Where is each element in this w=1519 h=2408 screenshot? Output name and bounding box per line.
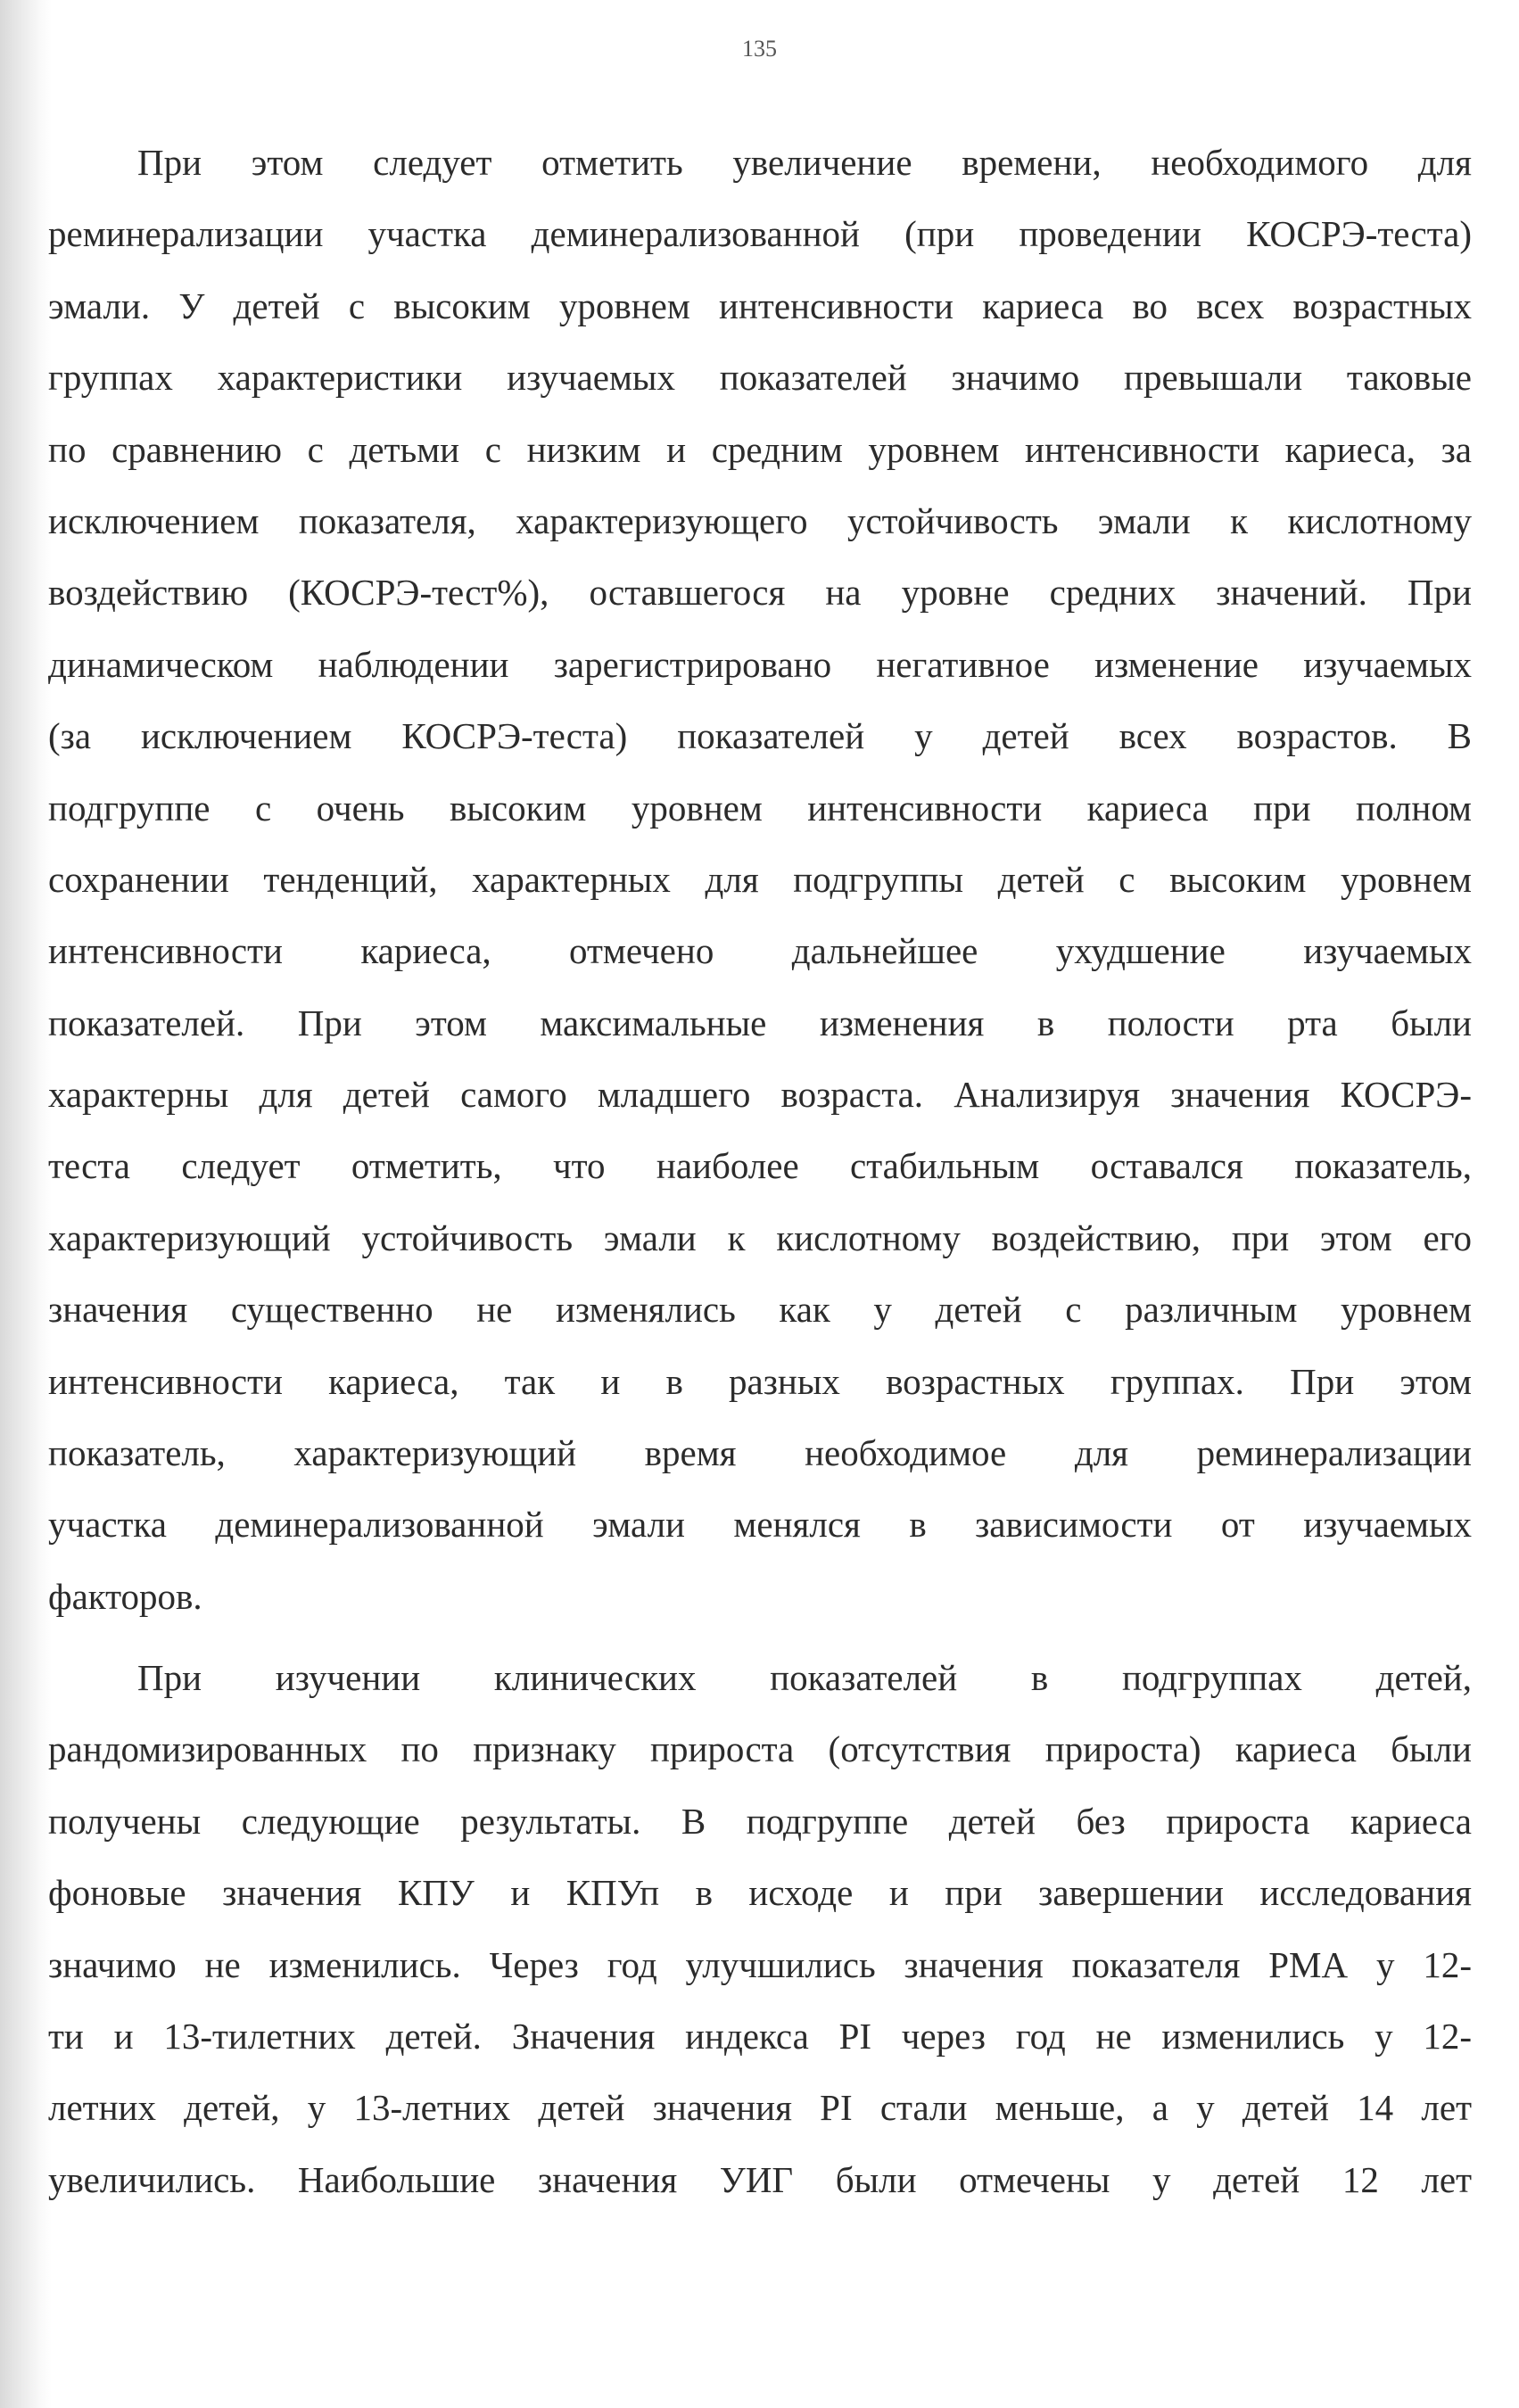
text-line: эмали. У детей с высоким уровнем интенсивности кариеса во всех возрастных xyxy=(48,285,1472,326)
text-line: интенсивности кариеса, так и в разных возрастных группах. При этом xyxy=(48,1360,1472,1402)
text-line: значения существенно не изменялись как у детей с различным уровнем xyxy=(48,1289,1472,1331)
text-line: группах характеристики изучаемых показателей значимо превышали таковые xyxy=(48,357,1472,399)
text-line: исключением показателя, характеризующего устойчивость эмали к кислотному xyxy=(48,499,1472,541)
text-line: динамическом наблюдении зарегистрировано негативное изменение изучаемых xyxy=(48,643,1472,685)
text-line: показателей. При этом максимальные изменения в полости рта были xyxy=(48,1002,1472,1043)
text-line: реминерализации участка деминерализованной (при проведении КОСРЭ-теста) xyxy=(48,213,1472,255)
text-line: теста следует отметить, что наиболее стабильным оставался показатель, xyxy=(48,1145,1472,1187)
text-line: показатель, характеризующий время необходимое для реминерализации xyxy=(48,1432,1472,1474)
text-line: получены следующие результаты. В подгруппе детей без прироста кариеса xyxy=(48,1800,1472,1842)
text-line: характеризующий устойчивость эмали к кислотному воздействию, при этом его xyxy=(48,1216,1472,1258)
text-line: фоновые значения КПУ и КПУп в исходе и при завершении исследования xyxy=(48,1872,1472,1914)
text-line: значимо не изменились. Через год улучшились значения показателя РМА у 12- xyxy=(48,1943,1472,1985)
text-line: летних детей, у 13-летних детей значения PI стали меньше, а у детей 14 лет xyxy=(48,2087,1472,2129)
text-line: по сравнению с детьми с низким и средним уровнем интенсивности кариеса, за xyxy=(48,428,1472,470)
text-line: (за исключением КОСРЭ-теста) показателей у детей всех возрастов. В xyxy=(48,715,1472,757)
text-line: участка деминерализованной эмали менялся в зависимости от изучаемых xyxy=(48,1504,1472,1546)
text-line: интенсивности кариеса, отмечено дальнейшее ухудшение изучаемых xyxy=(48,930,1472,972)
scan-shadow-edge xyxy=(0,0,52,2408)
paragraph-2 xyxy=(48,1642,1472,2215)
text-line: При этом следует отметить увеличение времени, необходимого для xyxy=(137,142,1472,183)
text-line: факторов. xyxy=(48,1575,202,1617)
text-line: воздействию (КОСРЭ-тест%), оставшегося на уровне средних значений. При xyxy=(48,572,1472,614)
text-line: При изучении клинических показателей в подгруппах детей, xyxy=(137,1657,1472,1698)
page-number: 135 xyxy=(742,36,777,62)
text-line: рандомизированных по признаку прироста (отсутствия прироста) кариеса были xyxy=(48,1728,1472,1770)
text-line: увеличились. Наибольшие значения УИГ были отмечены у детей 12 лет xyxy=(48,2158,1472,2200)
text-line: подгруппе с очень высоким уровнем интенсивности кариеса при полном xyxy=(48,787,1472,829)
text-line: характерны для детей самого младшего возраста. Анализируя значения КОСРЭ- xyxy=(48,1074,1472,1116)
paragraph-1 xyxy=(48,127,1472,1632)
text-line: ти и 13-тилетних детей. Значения индекса PI через год не изменились у 12- xyxy=(48,2015,1472,2057)
text-line: сохранении тенденций, характерных для подгруппы детей с высоким уровнем xyxy=(48,858,1472,900)
